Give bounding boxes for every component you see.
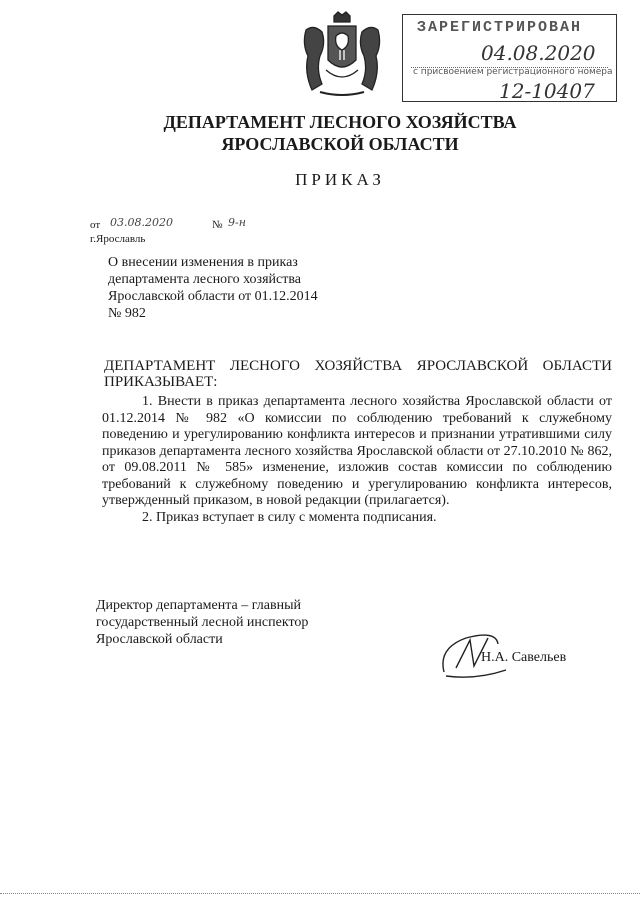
number-label: №	[212, 219, 223, 231]
document-type-title: ПРИКАЗ	[295, 170, 385, 189]
date-value: 03.08.2020	[110, 216, 173, 229]
order-paragraph-2: 2. Приказ вступает в силу с момента подписания.	[142, 509, 437, 525]
signatory-name: Н.А. Савельев	[481, 650, 567, 665]
stamp-date: 04.08.2020	[481, 41, 596, 65]
number-value: 9-н	[228, 216, 246, 229]
subject-block	[108, 254, 368, 322]
registration-stamp	[402, 14, 617, 102]
signatory-position	[96, 597, 356, 648]
subject-line: департамента лесного хозяйства	[108, 272, 301, 287]
stamp-number: 12-10407	[499, 79, 595, 103]
coat-of-arms-emblem	[296, 10, 388, 102]
signatory-position-line: государственный лесной инспектор	[96, 615, 309, 630]
city-label: г.Ярославль	[90, 233, 146, 245]
page-bottom-edge	[0, 893, 640, 894]
subject-line: О внесении изменения в приказ	[108, 255, 298, 270]
subject-line: Ярославской области от 01.12.2014	[108, 289, 318, 304]
signatory-position-line: Ярославской области	[96, 632, 223, 647]
order-paragraph-1: 1. Внести в приказ департамента лесного хозяйства Ярославской области от 01.12.2014 № 982 «О комиссии по соблюдению требований к служебному поведению и урегулированию конфликта интересов и признании утратившими силу приказов департамента лесного хозяйства Ярославской области от 27.10.2010 № 862, от 09.08.2011 № 585» изменение, изложив состав комиссии по соблюдению требований к служебному поведению и урегулированию конфликта интересов, утвержденный приказом, в новой редакции (прилагается).	[102, 394, 612, 508]
stamp-register-line: с присвоением регистрационного номера	[413, 67, 613, 77]
preamble-line1: ДЕПАРТАМЕНТ ЛЕСНОГО ХОЗЯЙСТВА ЯРОСЛАВСКОЙ ОБЛАСТИ	[104, 358, 612, 374]
subject-line: № 982	[108, 306, 146, 321]
order-body	[102, 394, 612, 526]
preamble-line2: ПРИКАЗЫВАЕТ:	[104, 374, 218, 390]
signatory-position-line: Директор департамента – главный	[96, 598, 301, 613]
department-title-line1: ДЕПАРТАМЕНТ ЛЕСНОГО ХОЗЯЙСТВА	[163, 112, 517, 132]
department-title-line2: ЯРОСЛАВСКОЙ ОБЛАСТИ	[221, 134, 459, 154]
stamp-registered-text: ЗАРЕГИСТРИРОВАН	[417, 19, 583, 36]
date-label: от	[90, 219, 101, 231]
